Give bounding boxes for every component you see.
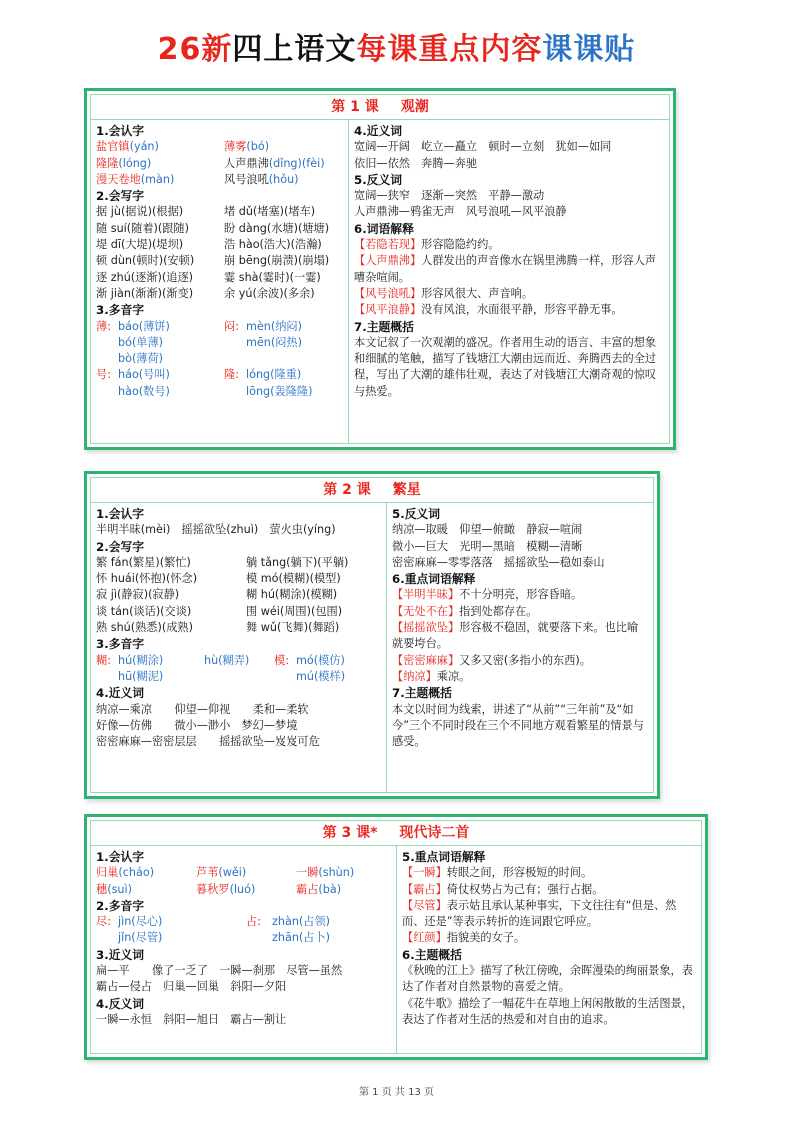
lesson-3-right: 5.重点词语解释 【一瞬】转眼之间，形容极短的时间。 【霸占】倚仗权势占为己有；强行占据。 【尽管】表示姑且承认某种事实，下文往往有“但是、然而、还是”等表示转折的连词跟它呼应。 【红颜】指貌美的女子。 6.主题概括 《秋晚的江上》描写了秋江傍晚，余晖漫染的绚丽景象，表达了作者对自然景物的喜爱之情。 《花牛歌》描绘了一幅花牛在草地上闲闲散散的生活图景，表达了作者对生活的热爱和对自由的追求。: [397, 846, 701, 1053]
lesson-2-left: 1.会认字 半明半昧(mèi) 摇摇欲坠(zhuì) 萤火虫(yíng) 2.会写字 繁 fán(繁星)(繁忙) 躺 tǎng(躺下)(平躺) 怀 huái(怀抱)(怀念) 模 mó(模糊)(模型) 寂 jì(静寂)(寂静) 糊 hú(糊涂)(模糊) 谈 tán(谈话)(交谈) 围 wéi(周围)(包围) 熟 shú(熟悉)(成熟) 舞 wǔ(飞舞)(舞蹈) 3.多音字 糊: hú(糊涂) hù(糊弄) 模: mó(模仿) hū(糊泥) mú(模样) 4.近义词 纳凉—乘凉 仰望—仰视 柔和—柔软 好像—仿佛 微小—渺小 梦幻—梦境 密密麻麻—密密层层 摇摇欲坠—岌岌可危: [91, 503, 387, 792]
lesson-2-card: [84, 471, 660, 799]
lesson-2-right: 5.反义词 纳凉—取暖 仰望—俯瞰 静寂—喧闹 微小—巨大 光明—黑暗 模糊—清晰 密密麻麻—零零落落 摇摇欲坠—稳如泰山 6.重点词语解释 【半明半昧】不十分明亮，形容昏暗。 【无处不在】指到处都存在。 【摇摇欲坠】形容极不稳固，就要落下来。也比喻就要垮台。 【密密麻麻】又多又密(多指小的东西)。 【纳凉】乘凉。 7.主题概括 本文以时间为线索，讲述了“从前”“三年前”及“如今”三个不同时段在三个不同地方观看繁星的情景与感受。: [387, 503, 653, 792]
lesson-3-header: 第 3 课* 现代诗二首: [91, 821, 701, 846]
lesson-1-summary: 本文记叙了一次观潮的盛况。作者用生动的语言、丰富的想象和细腻的笔触，描写了钱塘江大潮由远而近、奔腾西去的全过程，写出了大潮的雄伟壮观，表达了对钱塘江大潮奇观的惊叹与热爱。: [354, 335, 657, 398]
lesson-3-left: 1.会认字 归巢(cháo) 芦苇(wěi) 一瞬(shùn) 穗(suì) 暮秋罗(luó) 霸占(bà) 2.多音字 尽: jìn(尽心) 占: zhàn(占领) jǐn(尽管) zhān(占卜) 3.近义词 扁—平 像了一乏了 一瞬—刹那 尽管—虽然 霸占—侵占 归巢—回巢 斜阳—夕阳 4.反义词 一瞬—永恒 斜阳—旭日 霸占—割让: [91, 846, 397, 1053]
lesson-3-summary-2: 《花牛歌》描绘了一幅花牛在草地上闲闲散散的生活图景，表达了作者对生活的热爱和对自由的追求。: [402, 996, 693, 1026]
lesson-1-left: 1.会认字 盐官镇(yán) 薄雾(bó) 隆隆(lóng) 人声鼎沸(dǐng)(fèi) 漫天卷地(màn) 风号浪吼(hǒu) 2.会写字 据 jù(据说)(根据) 堵 dǔ(堵塞)(堵车) 随 suí(随着)(跟随) 盼 dàng(水塘)(塘塘) 堤 dī(大堤)(堤坝) 浩 hào(浩大)(浩瀚) 顿 dùn(顿时)(安顿) 崩 bēng(崩溃)(崩塌) 逐 zhú(逐渐)(追逐) 霎 shà(霎时)(一霎) 渐 jiàn(渐渐)(渐变) 余 yú(余波)(多余) 3.多音字 薄: báo(薄饼) 闷: mèn(纳闷) bó(单薄) mēn(闷热) bò(薄荷) 号: háo(号叫) 隆: lóng(隆重) hào(数号) lōng(轰隆隆): [91, 120, 349, 443]
lesson-1-card: [84, 88, 676, 450]
page-title: 26新四上语文每课重点内容课课贴: [157, 32, 636, 67]
lesson-3-card: [84, 814, 708, 1060]
lesson-3-summary-1: 《秋晚的江上》描写了秋江傍晚，余晖漫染的绚丽景象，表达了作者对自然景物的喜爱之情。: [402, 964, 693, 994]
lesson-2-header: 第 2 课 繁星: [91, 478, 653, 503]
page-footer: 第 1 页 共 13 页: [359, 1087, 434, 1098]
lesson-1-header: 第 1 课 观潮: [91, 95, 669, 120]
lesson-2-summary: 本文以时间为线索，讲述了“从前”“三年前”及“如今”三个不同时段在三个不同地方观看繁星的情景与感受。: [392, 702, 644, 749]
lesson-1-right: 4.近义词 宽阔—开阔 屹立—矗立 顿时—立刻 犹如—如同 依旧—依然 奔腾—奔驰 5.反义词 宽阔—狭窄 逐渐—突然 平静—激动 人声鼎沸—鸦雀无声 风号浪吼—风平浪静 6.词语解释 【若隐若现】形容隐隐约约。 【人声鼎沸】人群发出的声音像水在锅里沸腾一样，形容人声嘈杂喧闹。 【风号浪吼】形容风很大、声音响。 【风平浪静】没有风浪，水面很平静，形容平静无事。 7.主题概括 本文记叙了一次观潮的盛况。作者用生动的语言、丰富的想象和细腻的笔触，描写了钱塘江大潮由远而近、奔腾西去的全过程，写出了大潮的雄伟壮观，表达了对钱塘江大潮奇观的惊叹与热爱。: [349, 120, 669, 443]
